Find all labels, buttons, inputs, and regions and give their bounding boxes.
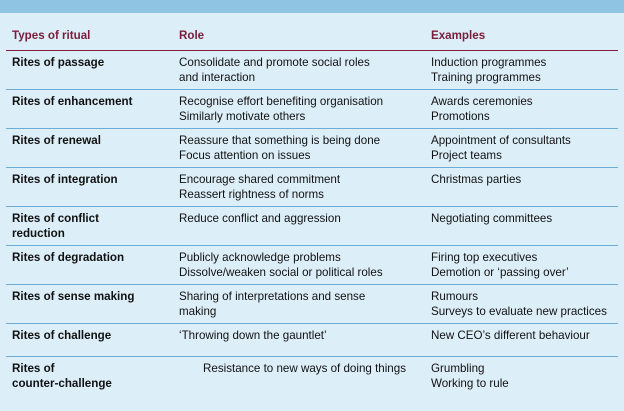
examples-line: Awards ceremonies xyxy=(431,95,533,108)
role-line: Recognise effort benefiting organisation xyxy=(179,95,384,108)
ritual-type-cell xyxy=(6,168,173,207)
examples-line: Promotions xyxy=(431,110,490,123)
role-line: Reassure that something is being done xyxy=(179,134,381,147)
table-row xyxy=(6,129,618,168)
examples-cell xyxy=(425,168,618,207)
role-cell xyxy=(173,285,425,324)
role-line: Resistance to new ways of doing things xyxy=(203,362,407,375)
ritual-type-line: Rites of enhancement xyxy=(12,95,133,108)
examples-cell xyxy=(425,90,618,129)
ritual-type-cell xyxy=(6,129,173,168)
role-cell xyxy=(173,168,425,207)
role-cell xyxy=(173,90,425,129)
examples-line: Working to rule xyxy=(431,377,509,390)
role-cell xyxy=(173,129,425,168)
examples-line: Training programmes xyxy=(431,71,541,84)
examples-line: Appointment of consultants xyxy=(431,134,571,147)
examples-cell xyxy=(425,357,618,396)
table-row xyxy=(6,324,618,357)
ritual-type-line: Rites of xyxy=(12,362,55,375)
examples-cell xyxy=(425,324,618,357)
examples-cell xyxy=(425,207,618,246)
ritual-type-cell xyxy=(6,357,173,396)
role-cell xyxy=(173,324,425,357)
examples-cell xyxy=(425,129,618,168)
examples-line: Rumours xyxy=(431,290,479,303)
role-line: Encourage shared commitment xyxy=(179,173,341,186)
role-line: Sharing of interpretations and sense xyxy=(179,290,366,303)
header-row xyxy=(6,22,618,51)
ritual-type-line: Rites of integration xyxy=(12,173,118,186)
header-role: Role xyxy=(173,22,425,51)
examples-line: Demotion or ‘passing over’ xyxy=(431,266,569,279)
examples-line: Surveys to evaluate new practices xyxy=(431,305,607,318)
table-row xyxy=(6,168,618,207)
examples-cell xyxy=(425,51,618,90)
table-row xyxy=(6,285,618,324)
role-cell xyxy=(173,207,425,246)
ritual-type-cell xyxy=(6,246,173,285)
ritual-type-line: reduction xyxy=(12,227,65,240)
table-row xyxy=(6,90,618,129)
role-cell xyxy=(173,357,425,396)
role-line: Dissolve/weaken social or political roles xyxy=(179,266,383,279)
table-row xyxy=(6,207,618,246)
top-color-band xyxy=(0,0,624,13)
ritual-type-line: Rites of renewal xyxy=(12,134,101,147)
examples-line: Induction programmes xyxy=(431,56,547,69)
role-line: Similarly motivate others xyxy=(179,110,306,123)
examples-cell xyxy=(425,246,618,285)
ritual-type-cell xyxy=(6,207,173,246)
role-cell xyxy=(173,246,425,285)
ritual-type-line: Rites of challenge xyxy=(12,329,112,342)
table-row xyxy=(6,357,618,396)
role-line: making xyxy=(179,305,217,318)
examples-line: Grumbling xyxy=(431,362,485,375)
ritual-type-line: Rites of passage xyxy=(12,56,105,69)
role-line: Consolidate and promote social roles xyxy=(179,56,370,69)
ritual-type-cell xyxy=(6,324,173,357)
ritual-type-cell xyxy=(6,51,173,90)
header-examples: Examples xyxy=(425,22,618,51)
ritual-type-line: Rites of degradation xyxy=(12,251,125,264)
role-cell xyxy=(173,51,425,90)
ritual-type-line: Rites of sense making xyxy=(12,290,135,303)
role-line: Focus attention on issues xyxy=(179,149,311,162)
ritual-type-cell xyxy=(6,90,173,129)
ritual-type-line: Rites of conflict xyxy=(12,212,99,225)
examples-line: New CEO’s different behaviour xyxy=(431,329,590,342)
examples-cell xyxy=(425,285,618,324)
role-line: Reduce conflict and aggression xyxy=(179,212,341,225)
rituals-table xyxy=(6,22,618,395)
header-types-of-ritual: Types of ritual xyxy=(6,22,173,51)
role-line: and interaction xyxy=(179,71,256,84)
examples-line: Christmas parties xyxy=(431,173,522,186)
role-line: Reassert rightness of norms xyxy=(179,188,324,201)
role-line: Publicly acknowledge problems xyxy=(179,251,341,264)
table-body xyxy=(6,51,618,396)
examples-line: Project teams xyxy=(431,149,502,162)
table-row xyxy=(6,246,618,285)
ritual-type-line: counter-challenge xyxy=(12,377,112,390)
examples-line: Negotiating committees xyxy=(431,212,553,225)
table-row xyxy=(6,51,618,90)
ritual-type-cell xyxy=(6,285,173,324)
examples-line: Firing top executives xyxy=(431,251,538,264)
role-line: ‘Throwing down the gauntlet’ xyxy=(179,329,327,342)
